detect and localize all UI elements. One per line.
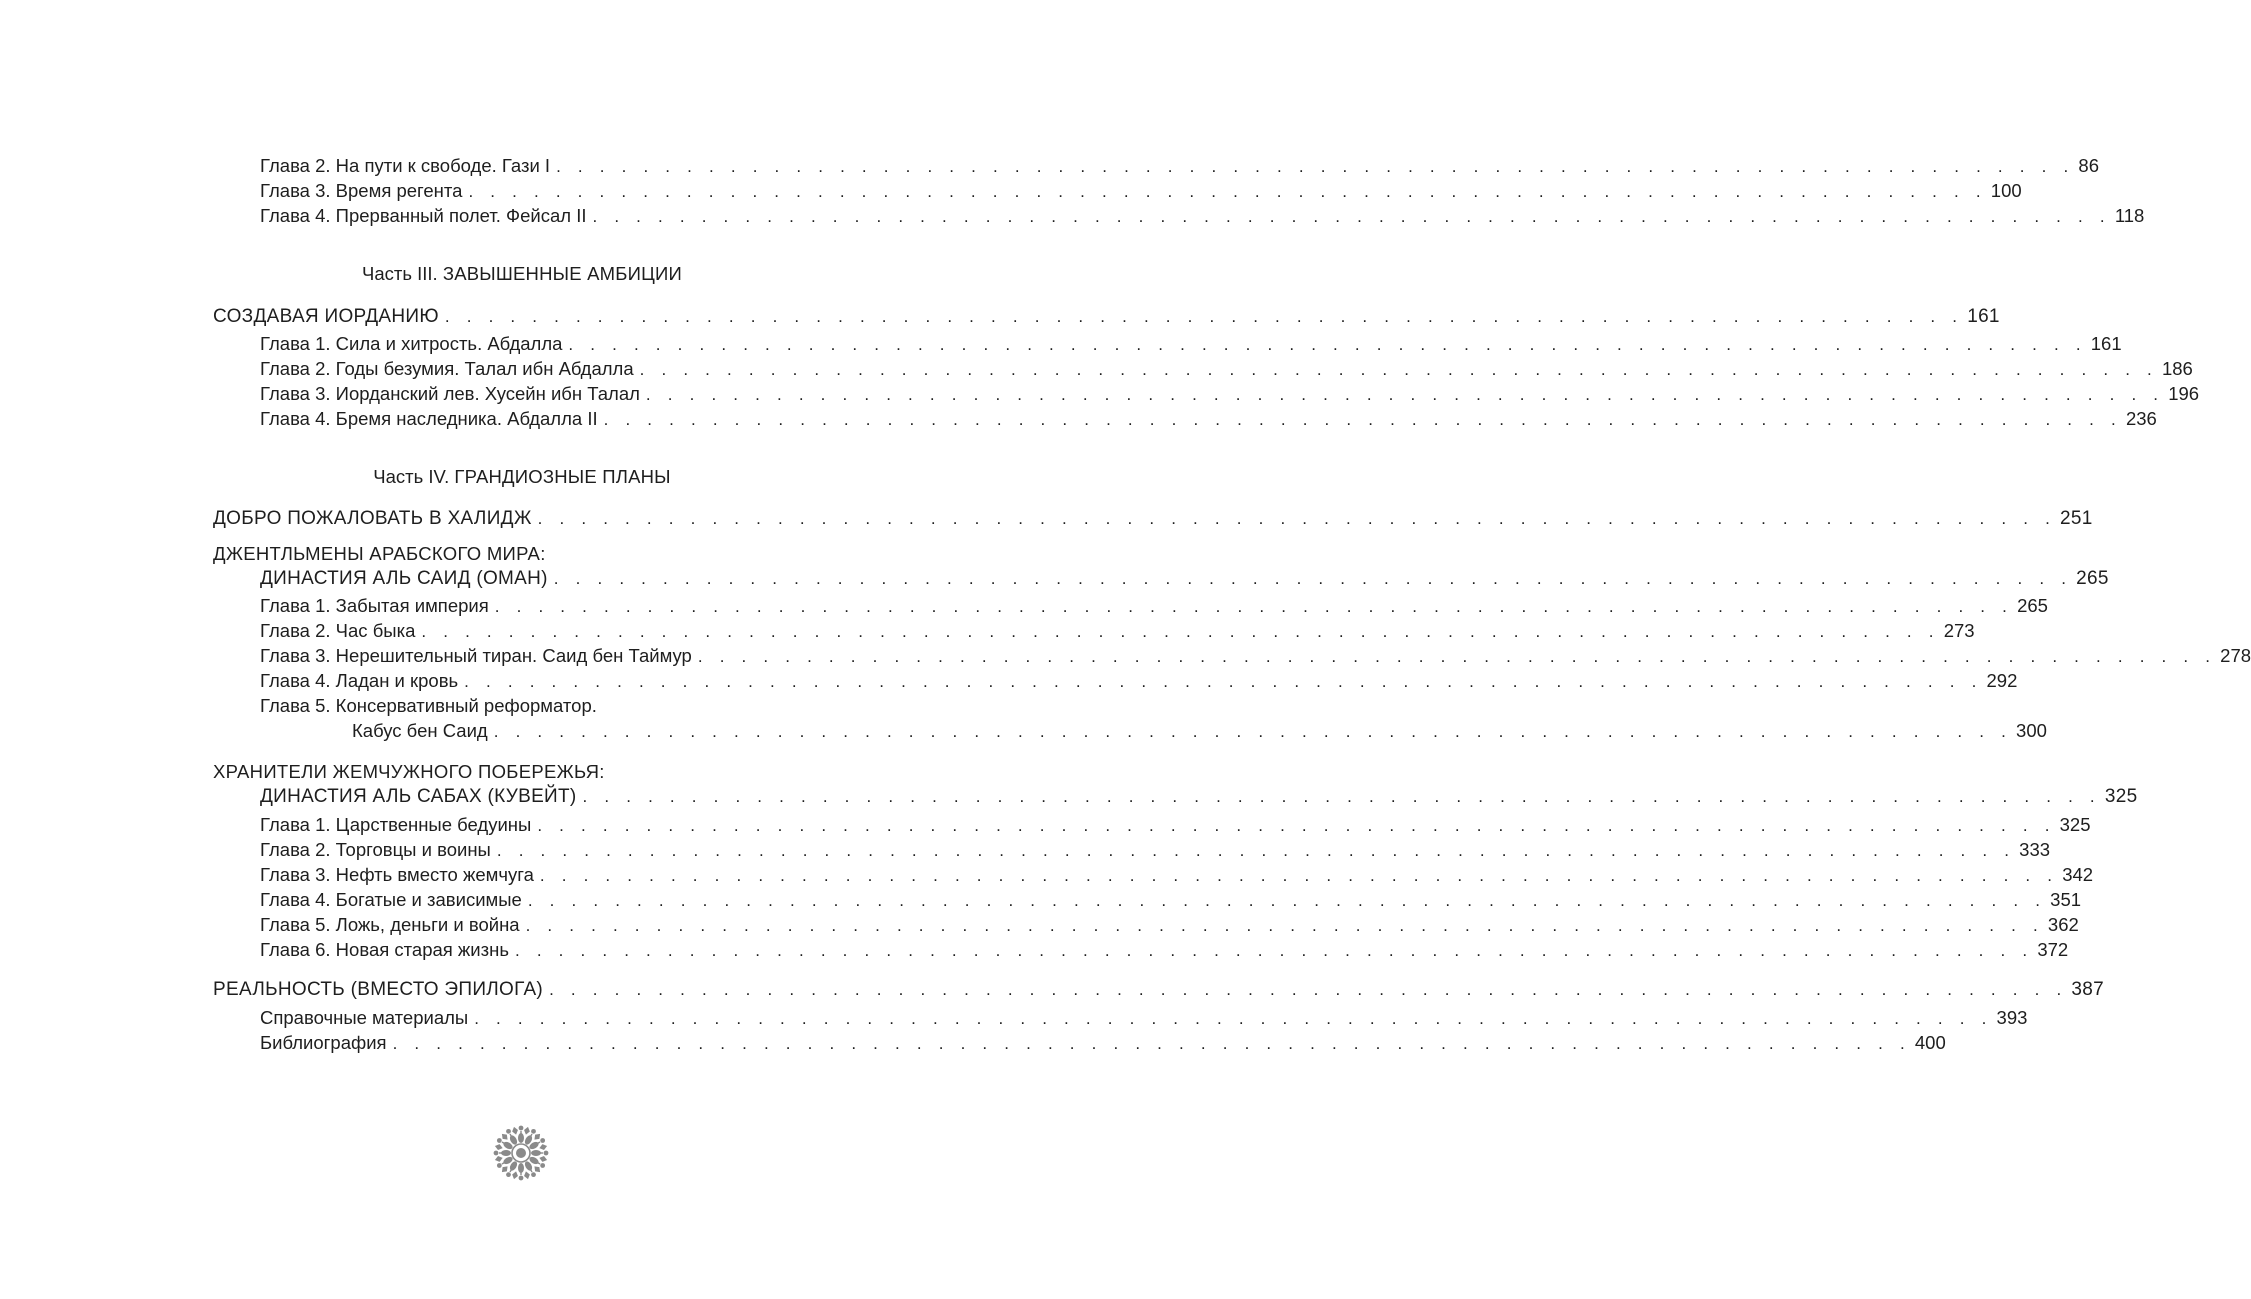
toc-entry-page: 273	[1943, 620, 1975, 641]
toc-entry-page: 251	[2060, 508, 2093, 529]
dot-leader: . . . . . . . . . . . . . . . . . . . . . . . . . . . . . . . . . . . . . . . . . . . . . . . . . . . . . . . . . . . . . . . . . . . . . .	[568, 335, 2087, 354]
toc-entry-jordan-ch4[interactable]	[260, 407, 2157, 432]
toc-entry-kuwait-ch5[interactable]	[260, 913, 2079, 938]
dot-leader: . . . . . . . . . . . . . . . . . . . . . . . . . . . . . . . . . . . . . . . . . . . . . . . . . . . . . . . . . . . . . . . . . . . . . .	[537, 509, 2056, 528]
dot-leader: . . . . . . . . . . . . . . . . . . . . . . . . . . . . . . . . . . . . . . . . . . . . . . . . . . . . . . . . . . . . . . . . . . . . . .	[582, 787, 2101, 806]
dot-leader: . . . . . . . . . . . . . . . . . . . . . . . . . . . . . . . . . . . . . . . . . . . . . . . . . . . . . . . . . . . . . . . . . . . . . .	[549, 980, 2068, 999]
toc-entry-page: 325	[2104, 786, 2138, 807]
toc-entry-jordan-ch3[interactable]	[260, 382, 2200, 407]
toc-entry-oman-ch5[interactable]	[352, 719, 2047, 744]
dot-leader: . . . . . . . . . . . . . . . . . . . . . . . . . . . . . . . . . . . . . . . . . . . . . . . . . . . . . . . . . . . . . . . . . . . . . .	[493, 722, 2013, 741]
dot-leader: . . . . . . . . . . . . . . . . . . . . . . . . . . . . . . . . . . . . . . . . . . . . . . . . . . . . . . . . . . . . . . . . . . . . . .	[468, 182, 1987, 201]
part-name: ГРАНДИОЗНЫЕ ПЛАНЫ	[454, 466, 671, 487]
toc-entry-page: 86	[2078, 155, 2099, 176]
toc-entry-page: 351	[2050, 889, 2082, 910]
toc-section-epilogue[interactable]	[213, 978, 2104, 1002]
toc-entry-title: Глава 2. На пути к свободе. Гази I	[260, 155, 551, 176]
toc-entry-page: 265	[2076, 568, 2109, 589]
toc-entry-title: ДИНАСТИЯ АЛЬ САИД (ОМАН)	[260, 568, 548, 589]
dot-leader: . . . . . . . . . . . . . . . . . . . . . . . . . . . . . . . . . . . . . . . . . . . . . . . . . . . . . . . . . . . . . . . . . . . . . .	[645, 385, 2165, 404]
toc-entry-bibliography[interactable]	[260, 1031, 1946, 1056]
toc-entry-page: 161	[2090, 333, 2122, 354]
toc-entry-oman-ch3[interactable]	[260, 644, 2251, 669]
toc-entry-ch3-regent[interactable]	[260, 179, 2022, 204]
toc-entry-page: 400	[1914, 1032, 1946, 1053]
toc-entry-title: Глава 4. Прерванный полет. Фейсал II	[260, 205, 587, 226]
toc-entry-title: Глава 3. Время регента	[260, 180, 463, 201]
toc-entry-title: Глава 2. Годы безумия. Талал ибн Абдалла	[260, 358, 634, 379]
toc-entry-page: 372	[2037, 939, 2069, 960]
toc-entry-title: Глава 3. Нерешительный тиран. Саид бен Таймур	[260, 645, 692, 666]
dot-leader: . . . . . . . . . . . . . . . . . . . . . . . . . . . . . . . . . . . . . . . . . . . . . . . . . . . . . . . . . . . . . . . . . . . . . .	[464, 672, 1983, 691]
toc-entry-page: 196	[2168, 383, 2200, 404]
toc-entry-title: Глава 1. Забытая империя	[260, 595, 489, 616]
toc-entry-title: РЕАЛЬНОСТЬ (ВМЕСТО ЭПИЛОГА)	[213, 979, 544, 1000]
toc-entry-page: 342	[2062, 864, 2094, 885]
toc-entry-title: Глава 6. Новая старая жизнь	[260, 939, 509, 960]
dot-leader: . . . . . . . . . . . . . . . . . . . . . . . . . . . . . . . . . . . . . . . . . . . . . . . . . . . . . . . . . . . . . . . . . . . . . .	[556, 157, 2075, 176]
part-prefix: Часть IV.	[373, 466, 450, 487]
toc-entry-jordan-ch2[interactable]	[260, 357, 2193, 382]
toc-entry-oman-ch4[interactable]	[260, 669, 2018, 694]
toc-entry-reference[interactable]	[260, 1006, 2028, 1031]
dot-leader: . . . . . . . . . . . . . . . . . . . . . . . . . . . . . . . . . . . . . . . . . . . . . . . . . . . . . . . . . . . . . . . . . . . . . .	[494, 597, 2014, 616]
part-heading-3	[213, 262, 831, 286]
part-heading-4	[213, 465, 831, 489]
toc-section-kuwait[interactable]	[260, 785, 2138, 809]
toc-entry-ch4-faisal[interactable]	[260, 204, 2145, 229]
toc-entry-kuwait-ch1[interactable]	[260, 813, 2091, 838]
dot-leader: . . . . . . . . . . . . . . . . . . . . . . . . . . . . . . . . . . . . . . . . . . . . . . . . . . . . . . . . . . . . . . . . . . . . . .	[539, 866, 2059, 885]
toc-entry-page: 393	[1996, 1007, 2028, 1028]
toc-entry-oman-ch1[interactable]	[260, 594, 2048, 619]
toc-entry-title: ДОБРО ПОЖАЛОВАТЬ В ХАЛИДЖ	[213, 508, 532, 529]
toc-entry-title: Глава 4. Бремя наследника. Абдалла II	[260, 408, 598, 429]
toc-section-jordan[interactable]	[213, 305, 2000, 329]
toc-entry-title: Глава 2. Торговцы и воины	[260, 839, 491, 860]
toc-entry-title: Глава 3. Нефть вместо жемчуга	[260, 864, 534, 885]
toc-entry-page: 236	[2125, 408, 2157, 429]
toc-section-heading-gentlemen: ДЖЕНТЛЬМЕНЫ АРАБСКОГО МИРА:	[213, 543, 546, 564]
toc-entry-page: 100	[1990, 180, 2022, 201]
part-prefix: Часть III.	[362, 263, 438, 284]
toc-entry-title: Справочные материалы	[260, 1007, 469, 1028]
toc-entry-page: 300	[2016, 720, 2047, 741]
toc-entry-page: 118	[2114, 205, 2145, 226]
dot-leader: . . . . . . . . . . . . . . . . . . . . . . . . . . . . . . . . . . . . . . . . . . . . . . . . . . . . . . . . . . . . . . . . . . . . . .	[421, 622, 1940, 641]
toc-entry-title: Глава 4. Ладан и кровь	[260, 670, 459, 691]
dot-leader: . . . . . . . . . . . . . . . . . . . . . . . . . . . . . . . . . . . . . . . . . . . . . . . . . . . . . . . . . . . . . . . . . . . . . .	[514, 941, 2034, 960]
arabesque-rosette-icon	[490, 1122, 552, 1184]
toc-entry-page: 265	[2017, 595, 2048, 616]
toc-entry-ch2-gazi[interactable]	[260, 154, 2099, 179]
dot-leader: . . . . . . . . . . . . . . . . . . . . . . . . . . . . . . . . . . . . . . . . . . . . . . . . . . . . . . . . . . . . . . . . . . . . . .	[392, 1034, 1911, 1053]
toc-entry-page: 186	[2161, 358, 2193, 379]
toc-entry-kuwait-ch3[interactable]	[260, 863, 2094, 888]
dot-leader: . . . . . . . . . . . . . . . . . . . . . . . . . . . . . . . . . . . . . . . . . . . . . . . . . . . . . . . . . . . . . . . . . . . . . .	[525, 916, 2044, 935]
toc-entry-kuwait-ch2[interactable]	[260, 838, 2051, 863]
part-name: ЗАВЫШЕННЫЕ АМБИЦИИ	[442, 263, 682, 284]
toc-entry-title: Глава 2. Час быка	[260, 620, 416, 641]
toc-entry-title: Кабус бен Саид	[352, 720, 488, 741]
dot-leader: . . . . . . . . . . . . . . . . . . . . . . . . . . . . . . . . . . . . . . . . . . . . . . . . . . . . . . . . . . . . . . . . . . . . . .	[553, 569, 2073, 588]
toc-entry-title: СОЗДАВАЯ ИОРДАНИЮ	[213, 306, 439, 327]
dot-leader: . . . . . . . . . . . . . . . . . . . . . . . . . . . . . . . . . . . . . . . . . . . . . . . . . . . . . . . . . . . . . . . . . . . . . .	[603, 410, 2122, 429]
toc-entry-title: Глава 5. Ложь, деньги и война	[260, 914, 520, 935]
toc-entry-page: 161	[1967, 306, 2000, 327]
toc-entry-page: 292	[1986, 670, 2018, 691]
toc-entry-page: 278	[2220, 645, 2251, 666]
toc-entry-title: Глава 3. Иорданский лев. Хусейн ибн Талал	[260, 383, 640, 404]
dot-leader: . . . . . . . . . . . . . . . . . . . . . . . . . . . . . . . . . . . . . . . . . . . . . . . . . . . . . . . . . . . . . . . . . . . . . .	[444, 307, 1964, 326]
dot-leader: . . . . . . . . . . . . . . . . . . . . . . . . . . . . . . . . . . . . . . . . . . . . . . . . . . . . . . . . . . . . . . . . . . . . . .	[697, 647, 2217, 666]
toc-entry-oman-ch2[interactable]	[260, 619, 1975, 644]
dot-leader: . . . . . . . . . . . . . . . . . . . . . . . . . . . . . . . . . . . . . . . . . . . . . . . . . . . . . . . . . . . . . . . . . . . . . .	[592, 207, 2111, 226]
toc-section-oman[interactable]	[260, 567, 2109, 591]
toc-entry-kuwait-ch4[interactable]	[260, 888, 2082, 913]
toc-entry-page: 387	[2071, 979, 2104, 1000]
toc-section-heading-pearl-coast: ХРАНИТЕЛИ ЖЕМЧУЖНОГО ПОБЕРЕЖЬЯ:	[213, 761, 605, 782]
toc-entry-title: Глава 1. Сила и хитрость. Абдалла	[260, 333, 563, 354]
dot-leader: . . . . . . . . . . . . . . . . . . . . . . . . . . . . . . . . . . . . . . . . . . . . . . . . . . . . . . . . . . . . . . . . . . . . . .	[537, 816, 2056, 835]
toc-entry-page: 362	[2047, 914, 2079, 935]
toc-entry-page: 325	[2059, 814, 2091, 835]
toc-entry-kuwait-ch6[interactable]	[260, 938, 2069, 963]
dot-leader: . . . . . . . . . . . . . . . . . . . . . . . . . . . . . . . . . . . . . . . . . . . . . . . . . . . . . . . . . . . . . . . . . . . . . .	[639, 360, 2158, 379]
toc-entry-title: Глава 1. Царственные бедуины	[260, 814, 532, 835]
toc-entry-oman-ch5-title: Глава 5. Консервативный реформатор.	[260, 695, 597, 716]
toc-entry-title: ДИНАСТИЯ АЛЬ САБАХ (КУВЕЙТ)	[260, 786, 577, 807]
dot-leader: . . . . . . . . . . . . . . . . . . . . . . . . . . . . . . . . . . . . . . . . . . . . . . . . . . . . . . . . . . . . . . . . . . . . . .	[527, 891, 2047, 910]
toc-entry-title: Библиография	[260, 1032, 387, 1053]
toc-section-khaleej[interactable]	[213, 507, 2093, 531]
dot-leader: . . . . . . . . . . . . . . . . . . . . . . . . . . . . . . . . . . . . . . . . . . . . . . . . . . . . . . . . . . . . . . . . . . . . . .	[496, 841, 2016, 860]
toc-entry-page: 333	[2019, 839, 2051, 860]
toc-entry-jordan-ch1[interactable]	[260, 332, 2122, 357]
toc-entry-title: Глава 4. Богатые и зависимые	[260, 889, 522, 910]
dot-leader: . . . . . . . . . . . . . . . . . . . . . . . . . . . . . . . . . . . . . . . . . . . . . . . . . . . . . . . . . . . . . . . . . . . . . .	[474, 1009, 1993, 1028]
